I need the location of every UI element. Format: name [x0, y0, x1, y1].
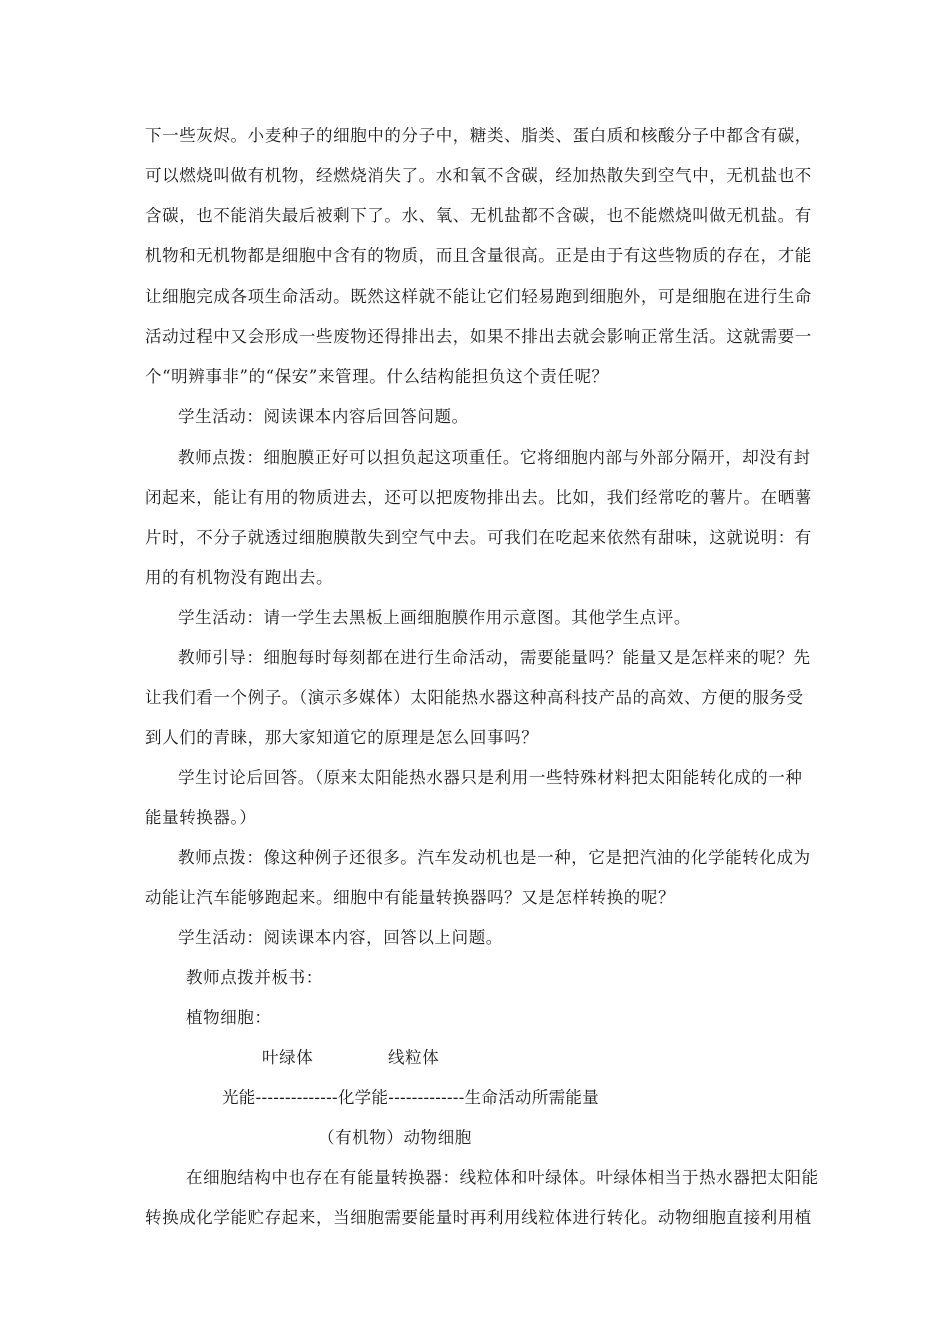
text-line: 让细胞完成各项生命活动。既然这样就不能让它们轻易跑到细胞外，可是细胞在进行生命: [145, 287, 812, 306]
text-line: 个“明辨事非”的“保安”来管理。什么结构能担负这个责任呢？: [145, 367, 609, 386]
text-line: 活动过程中又会形成一些废物还得排出去，如果不排出去就会影响正常生活。这就需要一: [145, 327, 812, 346]
text-line: 教师点拨并板书：: [186, 968, 323, 987]
text-line: 含碳，也不能消失最后被剩下了。水、氧、无机盐都不含碳，也不能燃烧叫做无机盐。有: [145, 206, 812, 225]
text-line: 下一些灰烬。小麦种子的细胞中的分子中，糖类、脂类、蛋白质和核酸分子中都含有碳，: [145, 126, 812, 145]
text-line: 学生活动：请一学生去黑板上画细胞膜作用示意图。其他学生点评。: [178, 608, 691, 627]
text-line: 到人们的青睐，那大家知道它的原理是怎么回事吗？: [145, 728, 539, 747]
text-line: 教师引导：细胞每时每刻都在进行生命活动，需要能量吗？能量又是怎样来的呢？先: [178, 648, 811, 667]
diagram-label-mitochondria: 线粒体: [388, 1048, 440, 1067]
text-line: 学生活动：阅读课本内容，回答以上问题。: [178, 928, 503, 947]
text-line: 教师点拨：细胞膜正好可以担负起这项重任。它将细胞内部与外部分隔开，却没有封: [178, 448, 811, 467]
diagram-label-chloroplast: 叶绿体: [262, 1048, 314, 1067]
text-line: 闭起来，能让有用的物质进去，还可以把废物排出去。比如，我们经常吃的薯片。在晒薯: [145, 488, 812, 507]
diagram-label-animal-cell: （有机物）动物细胞: [318, 1128, 472, 1147]
energy-flow-line: 光能--------------化学能-------------生命活动所需能量: [222, 1088, 600, 1107]
text-line: 植物细胞：: [186, 1008, 272, 1027]
text-line: 可以燃烧叫做有机物，经燃烧消失了。水和氧不含碳，经加热散失到空气中，无机盐也不: [145, 166, 812, 185]
text-line: 动能让汽车能够跑起来。细胞中有能量转换器吗？又是怎样转换的呢？: [145, 888, 676, 907]
text-line: 让我们看一个例子。（演示多媒体）太阳能热水器这种高科技产品的高效、方便的服务受: [145, 688, 804, 707]
text-line: 学生活动：阅读课本内容后回答问题。: [178, 407, 469, 426]
text-line: 教师点拨：像这种例子还很多。汽车发动机也是一种，它是把汽油的化学能转化成为: [178, 848, 811, 867]
text-line: 学生讨论后回答。（原来太阳能热水器只是利用一些特殊材料把太阳能转化成的一种: [178, 768, 803, 787]
text-line: 在细胞结构中也存在有能量转换器：线粒体和叶绿体。叶绿体相当于热水器把太阳能: [186, 1168, 819, 1187]
text-line: 用的有机物没有跑出去。: [145, 568, 334, 587]
text-line: 机物和无机物都是细胞中含有的物质，而且含量很高。正是由于有这些物质的存在，才能: [145, 246, 812, 265]
text-line: 能量转换器。）: [145, 808, 257, 827]
text-line: 片时，不分子就透过细胞膜散失到空气中去。可我们在吃起来依然有甜味，这就说明：有: [145, 528, 812, 547]
text-line: 转换成化学能贮存起来，当细胞需要能量时再利用线粒体进行转化。动物细胞直接利用植: [145, 1208, 812, 1227]
